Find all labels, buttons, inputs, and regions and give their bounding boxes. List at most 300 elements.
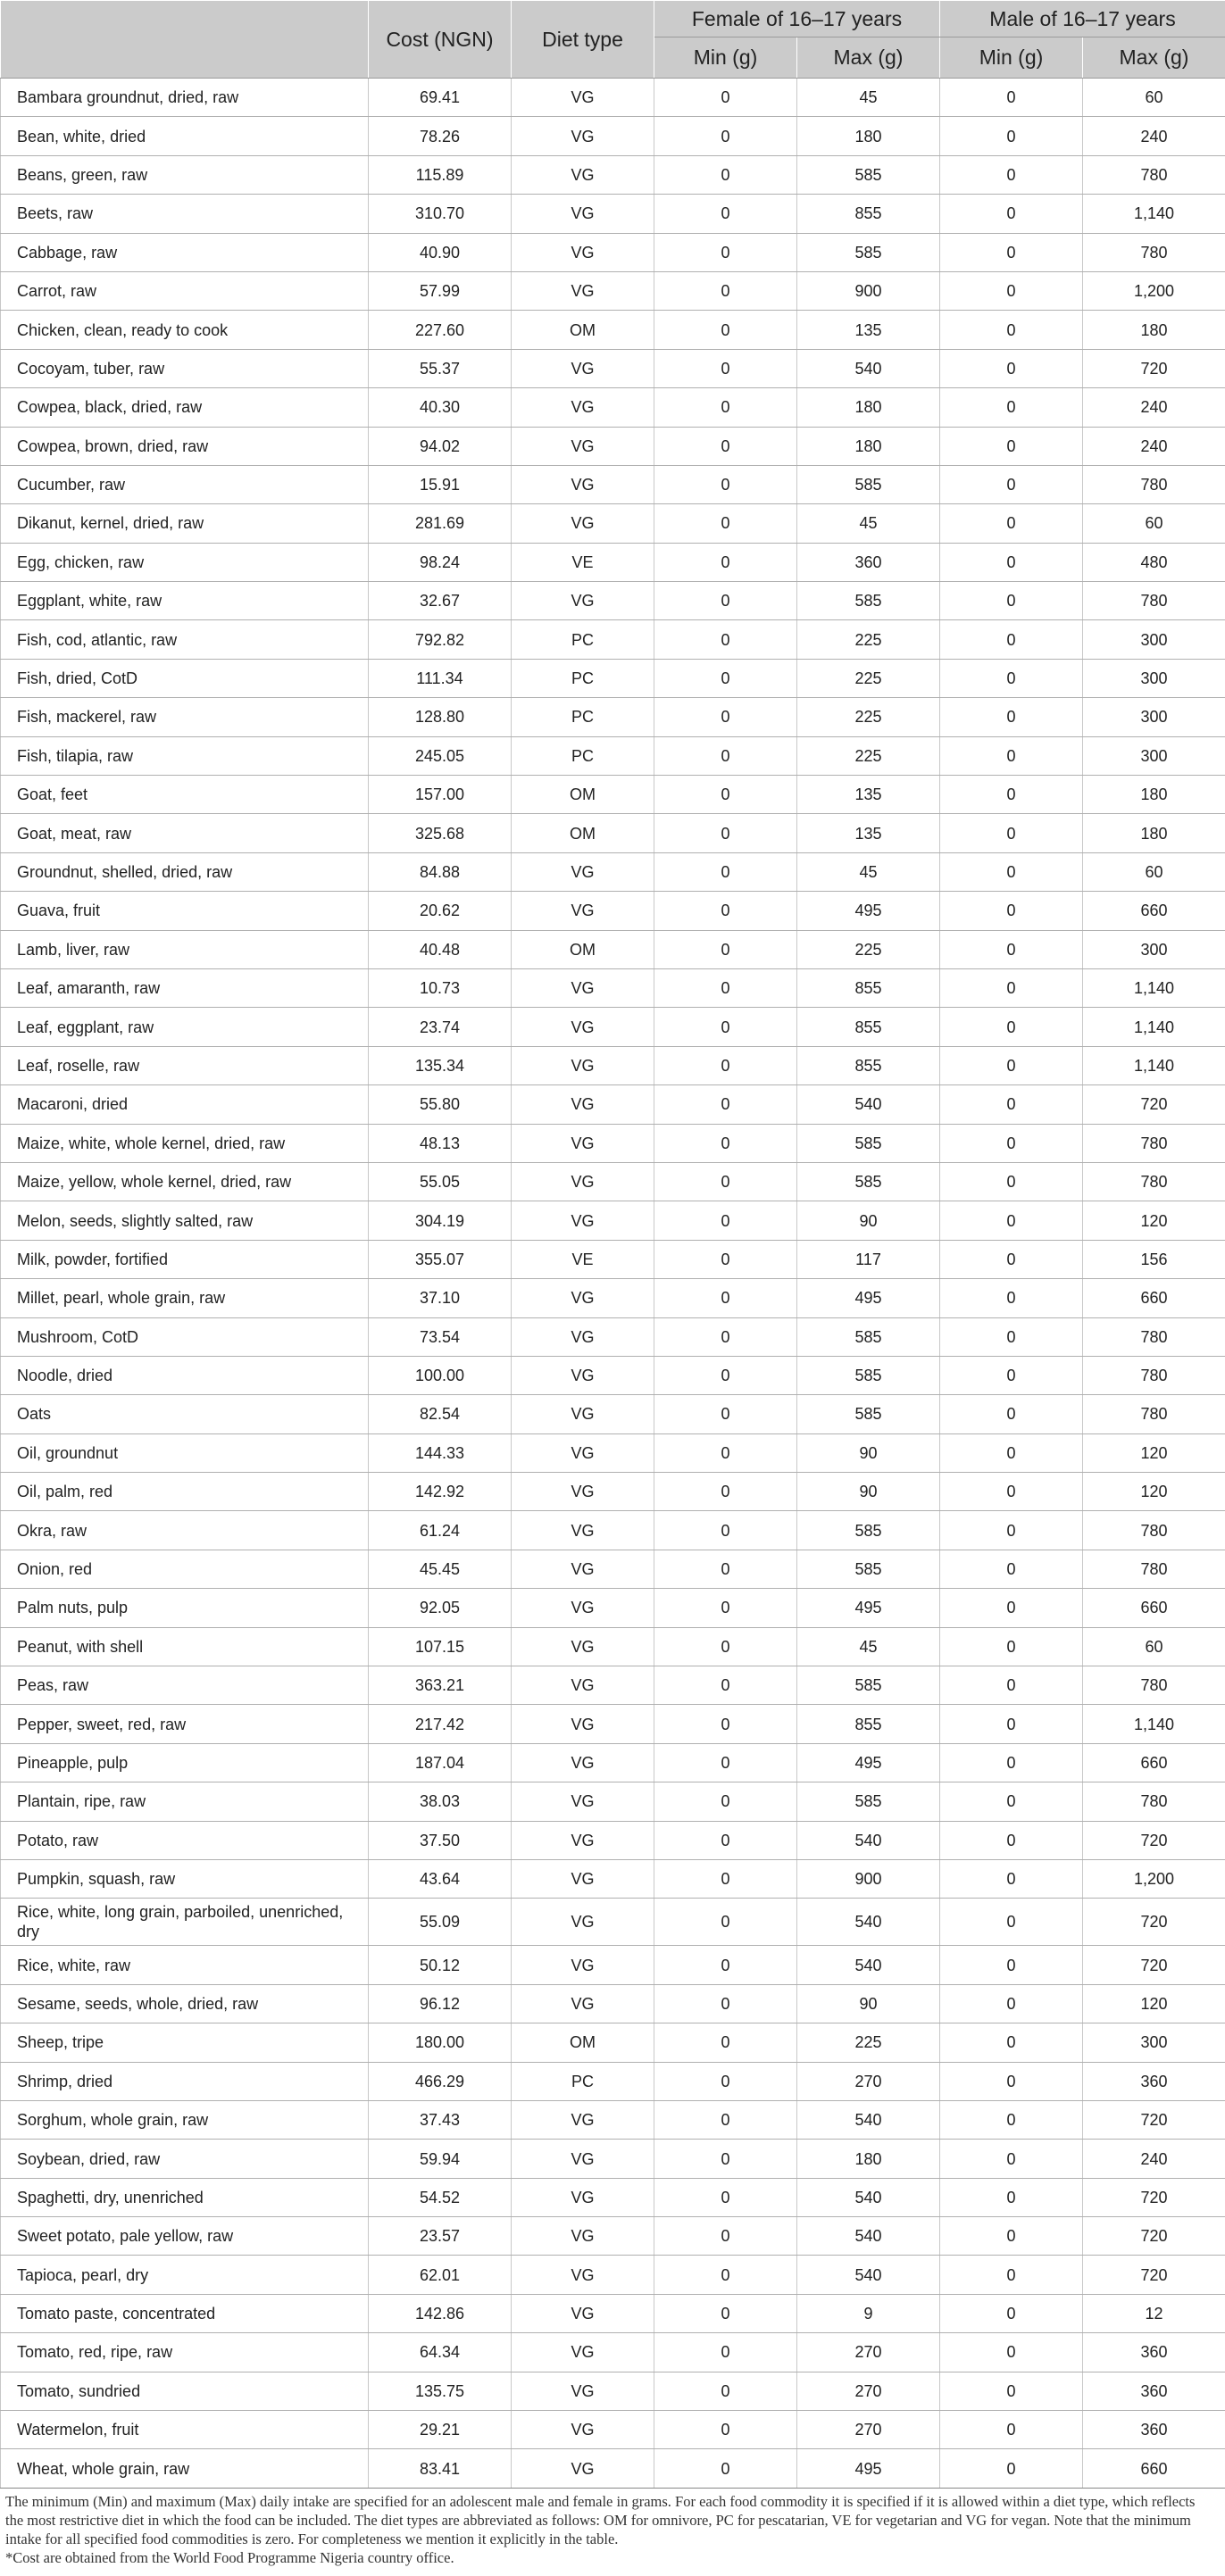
cell-male-min: 0	[940, 1473, 1083, 1511]
cell-male-max: 780	[1083, 1511, 1225, 1550]
cell-male-max: 780	[1083, 1317, 1225, 1356]
cell-food-name: Sesame, seeds, whole, dried, raw	[1, 1984, 369, 2023]
cell-male-max: 660	[1083, 892, 1225, 930]
cell-male-min: 0	[940, 2256, 1083, 2294]
cell-male-max: 1,140	[1083, 1046, 1225, 1084]
cell-female-min: 0	[654, 1162, 797, 1201]
cell-food-name: Rice, white, long grain, parboiled, unenriched, dry	[1, 1899, 369, 1946]
cell-male-max: 720	[1083, 1899, 1225, 1946]
cell-male-max: 60	[1083, 504, 1225, 543]
table-row	[1, 1859, 1225, 1898]
cell-male-min: 0	[940, 117, 1083, 155]
cell-diet-type: VG	[512, 1705, 654, 1743]
cell-female-max: 900	[797, 271, 940, 310]
cell-cost: 142.92	[369, 1473, 512, 1511]
cell-female-max: 90	[797, 1473, 940, 1511]
cell-male-max: 780	[1083, 1395, 1225, 1433]
cell-male-min: 0	[940, 504, 1083, 543]
cell-cost: 55.37	[369, 349, 512, 387]
table-row	[1, 2256, 1225, 2294]
cell-male-max: 240	[1083, 388, 1225, 427]
cell-cost: 40.90	[369, 233, 512, 271]
cell-male-min: 0	[940, 1899, 1083, 1946]
cell-food-name: Peas, raw	[1, 1666, 369, 1705]
cell-male-max: 120	[1083, 1984, 1225, 2023]
cell-diet-type: VG	[512, 892, 654, 930]
cell-cost: 38.03	[369, 1782, 512, 1821]
table-row	[1, 427, 1225, 465]
cell-diet-type: OM	[512, 930, 654, 968]
cell-female-min: 0	[654, 2372, 797, 2410]
cell-cost: 73.54	[369, 1317, 512, 1356]
header-male-min: Min (g)	[940, 37, 1083, 79]
cell-diet-type: VG	[512, 1821, 654, 1859]
cell-male-max: 1,140	[1083, 195, 1225, 233]
cell-food-name: Macaroni, dried	[1, 1085, 369, 1124]
cell-cost: 37.10	[369, 1279, 512, 1317]
cell-diet-type: VG	[512, 1743, 654, 1782]
cell-cost: 83.41	[369, 2449, 512, 2488]
cell-male-max: 1,140	[1083, 968, 1225, 1007]
cell-female-min: 0	[654, 2449, 797, 2488]
cell-cost: 78.26	[369, 117, 512, 155]
cell-female-max: 45	[797, 504, 940, 543]
table-row	[1, 2100, 1225, 2139]
cell-cost: 32.67	[369, 582, 512, 620]
cell-female-min: 0	[654, 1743, 797, 1782]
cell-male-min: 0	[940, 349, 1083, 387]
cell-male-min: 0	[940, 1085, 1083, 1124]
cell-male-max: 660	[1083, 1589, 1225, 1627]
cell-female-max: 540	[797, 1946, 940, 1984]
footnote-cost-source: *Cost are obtained from the World Food Programme Nigeria country office.	[5, 2548, 454, 2566]
cell-food-name: Onion, red	[1, 1550, 369, 1588]
cell-diet-type: VG	[512, 271, 654, 310]
cell-male-min: 0	[940, 776, 1083, 814]
table-row	[1, 1356, 1225, 1394]
cell-male-max: 240	[1083, 117, 1225, 155]
table-row	[1, 776, 1225, 814]
cell-male-max: 120	[1083, 1201, 1225, 1240]
cell-diet-type: VG	[512, 2256, 654, 2294]
table-row	[1, 968, 1225, 1007]
cell-diet-type: OM	[512, 311, 654, 349]
cell-female-max: 540	[797, 1821, 940, 1859]
cell-male-max: 780	[1083, 582, 1225, 620]
cell-diet-type: VG	[512, 1946, 654, 1984]
cell-food-name: Soybean, dried, raw	[1, 2140, 369, 2178]
cell-female-min: 0	[654, 2140, 797, 2178]
table-body	[1, 79, 1225, 2489]
cell-male-min: 0	[940, 620, 1083, 659]
cell-food-name: Cabbage, raw	[1, 233, 369, 271]
cell-female-min: 0	[654, 620, 797, 659]
cell-food-name: Mushroom, CotD	[1, 1317, 369, 1356]
cell-male-min: 0	[940, 1317, 1083, 1356]
cell-male-min: 0	[940, 2178, 1083, 2216]
cell-female-min: 0	[654, 582, 797, 620]
cell-male-min: 0	[940, 736, 1083, 775]
cell-female-min: 0	[654, 968, 797, 1007]
cell-food-name: Eggplant, white, raw	[1, 582, 369, 620]
cell-male-max: 60	[1083, 1627, 1225, 1666]
cell-food-name: Cowpea, brown, dried, raw	[1, 427, 369, 465]
cell-male-max: 780	[1083, 1162, 1225, 1201]
cell-female-min: 0	[654, 2023, 797, 2062]
cell-cost: 55.05	[369, 1162, 512, 1201]
table-row	[1, 930, 1225, 968]
table-row	[1, 543, 1225, 581]
cell-food-name: Beans, green, raw	[1, 155, 369, 194]
table-row	[1, 1899, 1225, 1946]
cell-cost: 69.41	[369, 79, 512, 117]
cell-food-name: Potato, raw	[1, 1821, 369, 1859]
cell-female-max: 540	[797, 2217, 940, 2256]
cell-food-name: Goat, meat, raw	[1, 814, 369, 852]
table-row	[1, 2449, 1225, 2488]
cell-male-max: 360	[1083, 2062, 1225, 2100]
cell-male-min: 0	[940, 2411, 1083, 2449]
cell-female-max: 585	[797, 1124, 940, 1162]
cell-male-min: 0	[940, 2333, 1083, 2372]
cell-female-max: 540	[797, 2178, 940, 2216]
cell-diet-type: VG	[512, 1046, 654, 1084]
table-row	[1, 2294, 1225, 2332]
cell-female-max: 9	[797, 2294, 940, 2332]
cell-diet-type: VG	[512, 1550, 654, 1588]
cell-female-max: 225	[797, 736, 940, 775]
table-row	[1, 195, 1225, 233]
cell-food-name: Rice, white, raw	[1, 1946, 369, 1984]
cell-food-name: Noodle, dried	[1, 1356, 369, 1394]
cell-female-max: 495	[797, 892, 940, 930]
cell-food-name: Oats	[1, 1395, 369, 1433]
table-row	[1, 1433, 1225, 1472]
table-row	[1, 1317, 1225, 1356]
cell-food-name: Pepper, sweet, red, raw	[1, 1705, 369, 1743]
cell-food-name: Leaf, eggplant, raw	[1, 1008, 369, 1046]
cell-diet-type: VG	[512, 465, 654, 503]
cell-food-name: Millet, pearl, whole grain, raw	[1, 1279, 369, 1317]
cell-male-max: 120	[1083, 1433, 1225, 1472]
cell-female-max: 585	[797, 1550, 940, 1588]
cell-cost: 84.88	[369, 852, 512, 891]
cell-male-max: 1,200	[1083, 271, 1225, 310]
cell-male-max: 180	[1083, 814, 1225, 852]
cell-diet-type: VG	[512, 2333, 654, 2372]
cell-food-name: Leaf, roselle, raw	[1, 1046, 369, 1084]
cell-female-min: 0	[654, 117, 797, 155]
cell-male-min: 0	[940, 930, 1083, 968]
cell-female-min: 0	[654, 1279, 797, 1317]
cell-food-name: Oil, palm, red	[1, 1473, 369, 1511]
cell-cost: 40.48	[369, 930, 512, 968]
cell-cost: 55.80	[369, 1085, 512, 1124]
cell-food-name: Melon, seeds, slightly salted, raw	[1, 1201, 369, 1240]
cell-diet-type: VG	[512, 1124, 654, 1162]
cell-female-min: 0	[654, 1589, 797, 1627]
cell-male-min: 0	[940, 2372, 1083, 2410]
cell-diet-type: VG	[512, 1511, 654, 1550]
table-row	[1, 2333, 1225, 2372]
cell-female-min: 0	[654, 1550, 797, 1588]
cell-male-max: 180	[1083, 776, 1225, 814]
cell-female-max: 900	[797, 1859, 940, 1898]
header-cost: Cost (NGN)	[369, 1, 512, 79]
cell-female-min: 0	[654, 2411, 797, 2449]
cell-male-max: 300	[1083, 698, 1225, 736]
cell-female-min: 0	[654, 1356, 797, 1394]
cell-male-min: 0	[940, 2100, 1083, 2139]
cell-female-min: 0	[654, 2217, 797, 2256]
cell-female-max: 540	[797, 2100, 940, 2139]
cell-male-max: 120	[1083, 1473, 1225, 1511]
cell-male-min: 0	[940, 2449, 1083, 2488]
cell-male-max: 720	[1083, 2256, 1225, 2294]
cell-female-max: 855	[797, 1008, 940, 1046]
cell-cost: 363.21	[369, 1666, 512, 1705]
cell-female-max: 585	[797, 233, 940, 271]
cell-male-min: 0	[940, 892, 1083, 930]
cell-female-max: 540	[797, 1899, 940, 1946]
cell-male-min: 0	[940, 1666, 1083, 1705]
cell-diet-type: VG	[512, 1433, 654, 1472]
cell-diet-type: VG	[512, 2178, 654, 2216]
cell-male-min: 0	[940, 582, 1083, 620]
table-row	[1, 1046, 1225, 1084]
table-row	[1, 852, 1225, 891]
cell-male-max: 780	[1083, 1124, 1225, 1162]
cell-male-min: 0	[940, 388, 1083, 427]
cell-male-max: 480	[1083, 543, 1225, 581]
cell-cost: 15.91	[369, 465, 512, 503]
cell-diet-type: PC	[512, 736, 654, 775]
cell-male-min: 0	[940, 1201, 1083, 1240]
cell-male-max: 240	[1083, 2140, 1225, 2178]
cell-female-min: 0	[654, 1008, 797, 1046]
cell-male-max: 300	[1083, 736, 1225, 775]
cell-male-min: 0	[940, 1984, 1083, 2023]
cell-food-name: Fish, tilapia, raw	[1, 736, 369, 775]
cell-diet-type: VG	[512, 349, 654, 387]
table-row	[1, 1627, 1225, 1666]
table-row	[1, 271, 1225, 310]
cell-female-max: 45	[797, 79, 940, 117]
cell-female-max: 225	[797, 930, 940, 968]
cell-cost: 94.02	[369, 427, 512, 465]
cell-male-min: 0	[940, 968, 1083, 1007]
cell-diet-type: PC	[512, 2062, 654, 2100]
cell-female-min: 0	[654, 2333, 797, 2372]
cell-cost: 355.07	[369, 1240, 512, 1278]
cell-male-min: 0	[940, 271, 1083, 310]
cell-cost: 64.34	[369, 2333, 512, 2372]
cell-female-min: 0	[654, 1859, 797, 1898]
cell-cost: 40.30	[369, 388, 512, 427]
cell-food-name: Tapioca, pearl, dry	[1, 2256, 369, 2294]
cell-male-min: 0	[940, 852, 1083, 891]
table-row	[1, 736, 1225, 775]
cell-male-max: 180	[1083, 311, 1225, 349]
table-row	[1, 1085, 1225, 1124]
cell-food-name: Dikanut, kernel, dried, raw	[1, 504, 369, 543]
cell-male-min: 0	[940, 2217, 1083, 2256]
cell-male-min: 0	[940, 2023, 1083, 2062]
cell-female-max: 90	[797, 1201, 940, 1240]
cell-female-min: 0	[654, 1984, 797, 2023]
cell-cost: 29.21	[369, 2411, 512, 2449]
cell-cost: 187.04	[369, 1743, 512, 1782]
header-male-max: Max (g)	[1083, 37, 1225, 79]
cell-female-min: 0	[654, 852, 797, 891]
header-food-name	[1, 1, 369, 79]
cell-food-name: Chicken, clean, ready to cook	[1, 311, 369, 349]
cell-female-max: 540	[797, 1085, 940, 1124]
cell-female-max: 855	[797, 1705, 940, 1743]
cell-food-name: Palm nuts, pulp	[1, 1589, 369, 1627]
cell-diet-type: PC	[512, 698, 654, 736]
cell-cost: 227.60	[369, 311, 512, 349]
header-female-min: Min (g)	[654, 37, 797, 79]
cell-cost: 100.00	[369, 1356, 512, 1394]
cell-female-min: 0	[654, 776, 797, 814]
cell-female-min: 0	[654, 1666, 797, 1705]
cell-diet-type: VG	[512, 1984, 654, 2023]
cell-male-max: 780	[1083, 1550, 1225, 1588]
cell-food-name: Pineapple, pulp	[1, 1743, 369, 1782]
cell-male-min: 0	[940, 1859, 1083, 1898]
table-footnote	[0, 2489, 1225, 2567]
cell-diet-type: VG	[512, 1395, 654, 1433]
cell-female-max: 585	[797, 1666, 940, 1705]
cell-food-name: Watermelon, fruit	[1, 2411, 369, 2449]
cell-cost: 135.34	[369, 1046, 512, 1084]
table-row	[1, 233, 1225, 271]
cell-cost: 304.19	[369, 1201, 512, 1240]
cell-female-min: 0	[654, 2100, 797, 2139]
cell-female-max: 495	[797, 1279, 940, 1317]
cell-male-max: 720	[1083, 349, 1225, 387]
cell-diet-type: VG	[512, 2372, 654, 2410]
cell-food-name: Leaf, amaranth, raw	[1, 968, 369, 1007]
cell-male-max: 660	[1083, 2449, 1225, 2488]
cell-cost: 20.62	[369, 892, 512, 930]
cell-male-max: 780	[1083, 1666, 1225, 1705]
cell-diet-type: VG	[512, 1356, 654, 1394]
table-row	[1, 659, 1225, 697]
cell-food-name: Fish, mackerel, raw	[1, 698, 369, 736]
cell-female-max: 585	[797, 582, 940, 620]
cell-food-name: Cocoyam, tuber, raw	[1, 349, 369, 387]
cell-cost: 135.75	[369, 2372, 512, 2410]
cell-female-min: 0	[654, 543, 797, 581]
table-row	[1, 2140, 1225, 2178]
cell-male-max: 240	[1083, 427, 1225, 465]
cell-male-max: 1,140	[1083, 1705, 1225, 1743]
cell-cost: 59.94	[369, 2140, 512, 2178]
cell-diet-type: VG	[512, 852, 654, 891]
cell-female-max: 90	[797, 1433, 940, 1472]
cell-food-name: Guava, fruit	[1, 892, 369, 930]
table-row	[1, 465, 1225, 503]
cell-cost: 54.52	[369, 2178, 512, 2216]
cell-diet-type: VE	[512, 1240, 654, 1278]
cell-cost: 142.86	[369, 2294, 512, 2332]
header-female: Female of 16–17 years	[654, 1, 940, 37]
cell-female-min: 0	[654, 79, 797, 117]
cell-male-min: 0	[940, 1589, 1083, 1627]
cell-male-max: 720	[1083, 2178, 1225, 2216]
cell-female-min: 0	[654, 1395, 797, 1433]
table-row	[1, 582, 1225, 620]
cell-male-max: 300	[1083, 659, 1225, 697]
cell-female-max: 585	[797, 1356, 940, 1394]
cell-cost: 37.43	[369, 2100, 512, 2139]
cell-cost: 61.24	[369, 1511, 512, 1550]
cell-female-min: 0	[654, 504, 797, 543]
cell-male-min: 0	[940, 311, 1083, 349]
cell-diet-type: VG	[512, 1627, 654, 1666]
cell-female-max: 270	[797, 2372, 940, 2410]
cell-cost: 62.01	[369, 2256, 512, 2294]
table-row	[1, 79, 1225, 117]
cell-male-max: 156	[1083, 1240, 1225, 1278]
cell-cost: 310.70	[369, 195, 512, 233]
cell-cost: 107.15	[369, 1627, 512, 1666]
cell-female-max: 135	[797, 776, 940, 814]
cell-food-name: Plantain, ripe, raw	[1, 1782, 369, 1821]
cell-food-name: Bean, white, dried	[1, 117, 369, 155]
table-row	[1, 2217, 1225, 2256]
cell-diet-type: VG	[512, 1279, 654, 1317]
table-row	[1, 2178, 1225, 2216]
footnote-main: The minimum (Min) and maximum (Max) daily intake are specified for an adolescent male and female in grams. For each food commodity it is specified if it is allowed within a diet type, which reflects the most restrictive diet in which the food can be included. The diet types are abbreviated as follows: OM for omnivore, PC for pescatarian, VE for vegetarian and VG for vegan. Note that the minimum intake for all specified food commodities is zero. For completeness we mention it explicitly in the table.	[5, 2492, 1196, 2547]
cell-female-min: 0	[654, 2062, 797, 2100]
cell-diet-type: VG	[512, 1317, 654, 1356]
cell-cost: 111.34	[369, 659, 512, 697]
cell-male-min: 0	[940, 1162, 1083, 1201]
cell-female-min: 0	[654, 1705, 797, 1743]
table-row	[1, 311, 1225, 349]
cell-female-max: 585	[797, 1511, 940, 1550]
cell-male-max: 300	[1083, 620, 1225, 659]
cell-female-min: 0	[654, 233, 797, 271]
table-row	[1, 2411, 1225, 2449]
cell-food-name: Tomato paste, concentrated	[1, 2294, 369, 2332]
cell-female-max: 585	[797, 465, 940, 503]
cell-male-min: 0	[940, 1782, 1083, 1821]
cell-male-min: 0	[940, 1356, 1083, 1394]
table-row	[1, 1240, 1225, 1278]
cell-female-min: 0	[654, 1511, 797, 1550]
cell-diet-type: VG	[512, 388, 654, 427]
cell-male-min: 0	[940, 1627, 1083, 1666]
cell-cost: 50.12	[369, 1946, 512, 1984]
table-row	[1, 1743, 1225, 1782]
cell-food-name: Sheep, tripe	[1, 2023, 369, 2062]
cell-cost: 180.00	[369, 2023, 512, 2062]
cell-female-max: 117	[797, 1240, 940, 1278]
cell-cost: 245.05	[369, 736, 512, 775]
cell-female-min: 0	[654, 388, 797, 427]
cell-food-name: Sweet potato, pale yellow, raw	[1, 2217, 369, 2256]
cell-female-min: 0	[654, 1821, 797, 1859]
cell-female-min: 0	[654, 1085, 797, 1124]
cell-male-min: 0	[940, 814, 1083, 852]
cell-female-max: 135	[797, 311, 940, 349]
cell-female-max: 135	[797, 814, 940, 852]
cell-diet-type: VG	[512, 1085, 654, 1124]
